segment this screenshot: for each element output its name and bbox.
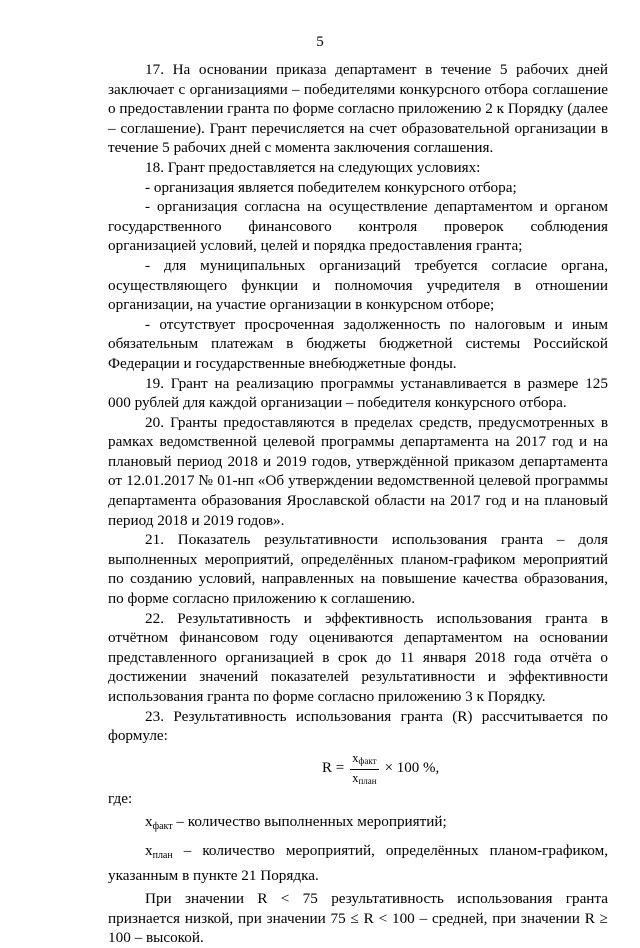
- def-plan-var: x: [145, 841, 153, 859]
- paragraph-17: 17. На основании приказа департамент в течение 5 рабочих дней заключает с организациями – победителями конкурсного отбора соглашение о предоставлении гранта по форме согласно приложению 2 к Порядку (далее – соглашение). Грант перечисляется на счет образовательной организации в течение 5 рабочих дней с момента заключения соглашения.: [108, 61, 608, 157]
- def-fact-text: – количество выполненных мероприятий;: [176, 813, 447, 831]
- def-plan-text: – количество мероприятий, определённых планом-графиком, указанным в пункте 21 Порядка.: [108, 841, 608, 884]
- condition-consent: - для муниципальных организаций требуется согласие органа, осуществляющего функции и полномочия учредителя в отношении организации, на участие организации в конкурсном отборе;: [108, 256, 608, 314]
- def-plan-sub: план: [152, 849, 173, 861]
- formula-lhs: R =: [322, 760, 345, 777]
- definition-plan: [108, 841, 608, 885]
- definition-fact: [108, 812, 608, 837]
- document-body: [108, 60, 608, 948]
- paragraph-21: 21. Показатель результативности использования гранта – доля выполненных мероприятий, определённых планом-графиком мероприятий по созданию условий, направленных на повышение качества образования, по форме согласно приложению к соглашению.: [108, 531, 608, 608]
- where-label: где:: [108, 789, 133, 807]
- paragraph-19: 19. Грант на реализацию программы устанавливается в размере 125 000 рублей для каждой организации – победителя конкурсного отбора.: [108, 374, 608, 412]
- def-fact-sub: факт: [152, 821, 173, 833]
- paragraph-thresholds: При значении R < 75 результативность использования гранта признается низкой, при значении 75 ≤ R < 100 – средней, при значении R ≥ 100 – высокой.: [108, 890, 608, 947]
- result-formula: [322, 751, 439, 788]
- formula-denominator: [350, 770, 378, 788]
- formula-numerator: [350, 751, 378, 770]
- paragraph-20: 20. Гранты предоставляются в пределах средств, предусмотренных в рамках ведомственной целевой программы департамента на 2017 год и на плановый период 2018 и 2019 годов, утверждённой приказом департамента от 12.01.2017 № 01-нп «Об утверждении ведомственной целевой программы департамента образования Ярославской области на 2017 год и на плановый период 2018 и 2019 годов».: [108, 413, 608, 529]
- formula-block: [108, 749, 608, 789]
- condition-no-debt: - отсутствует просроченная задолженность по налоговым и иным обязательным платежам в бюджеты бюджетной системы Российской Федерации и государственные внебюджетные фонды.: [108, 315, 608, 372]
- formula-rhs: × 100 %,: [384, 760, 440, 777]
- numerator-sub: факт: [358, 755, 377, 766]
- paragraph-23: 23. Результативность использования гранта (R) рассчитывается по формуле:: [108, 707, 608, 745]
- def-fact-var: x: [145, 813, 153, 831]
- paragraph-22: 22. Результативность и эффективность использования гранта в отчётном финансовом году оцениваются департаментом на основании представленного организацией в срок до 11 января 2018 года отчёта о достижении значений показателей результативности и эффективности использования гранта по форме согласно приложению 3 к Порядку.: [108, 609, 608, 705]
- denominator-sub: план: [358, 775, 377, 786]
- denominator-var: x: [352, 770, 359, 785]
- condition-winner: - организация является победителем конкурсного отбора;: [145, 178, 517, 196]
- condition-control: - организация согласна на осуществление департаментом и органом государственного финансового контроля проверок соблюдения организацией условий, целей и порядка предоставления гранта;: [108, 198, 608, 255]
- page-number: 5: [316, 34, 324, 50]
- paragraph-18: 18. Грант предоставляется на следующих условиях:: [145, 158, 481, 176]
- formula-fraction: [350, 751, 378, 788]
- numerator-var: x: [352, 750, 359, 765]
